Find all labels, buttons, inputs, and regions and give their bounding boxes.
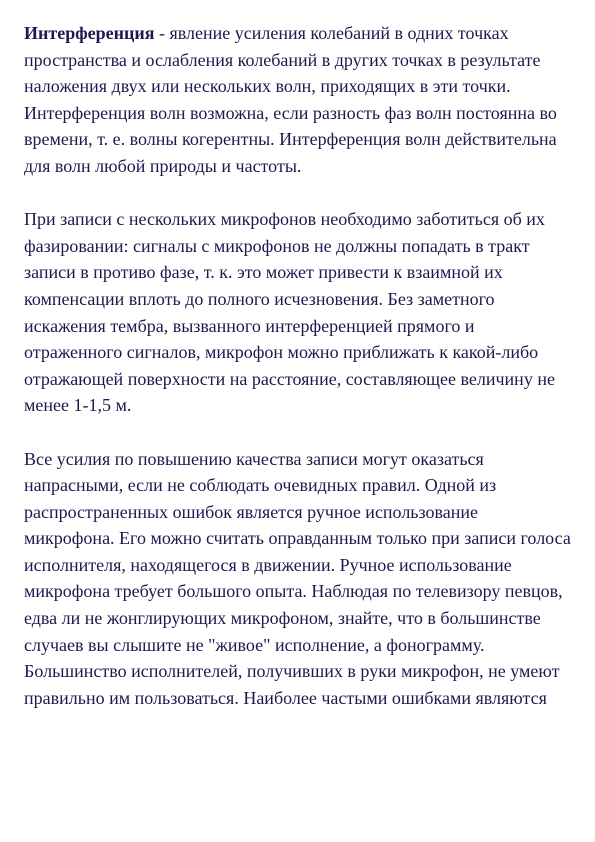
term-interference: Интерференция	[24, 23, 155, 43]
paragraph-microphone-phasing: При записи с нескольких микрофонов необходимо заботиться об их фазировании: сигналы с микрофонов не должны попадать в тракт записи в противо фазе, т. к. это может привести к взаимной их компенсации вплоть до полного исчезновения. Без заметного искажения тембра, вызванного интерференцией прямого и отраженного сигналов, микрофон можно приближать к какой-либо отражающей поверхности на расстояние, составляющее величину не менее 1-1,5 м.	[24, 209, 555, 416]
paragraph-1-text: - явление усиления колебаний в одних точках пространства и ослабления колебаний в других точках в результате наложения двух или нескольких волн, приходящих в эти точки. Интерференция волн возможна, если разность фаз волн постоянна во времени, т. е. волны когерентны. Интерференция волн действительна для волн любой природы и частоты.	[24, 23, 557, 176]
paragraph-interference-definition	[24, 20, 571, 180]
paragraph-recording-quality: Все усилия по повышению качества записи могут оказаться напрасными, если не соблюдать очевидных правил. Одной из распространенных ошибок является ручное использование микрофона. Его можно считать оправданным только при записи голоса исполнителя, находящегося в движении. Ручное использование микрофона требует большого опыта. Наблюдая по телевизору певцов, едва ли не жонглирующих микрофоном, знайте, что в большинстве случаев вы слышите не "живое" исполнение, а фонограмму. Большинство исполнителей, получивших в руки микрофон, не умеют правильно им пользоваться. Наиболее частыми ошибками являются	[24, 448, 571, 708]
